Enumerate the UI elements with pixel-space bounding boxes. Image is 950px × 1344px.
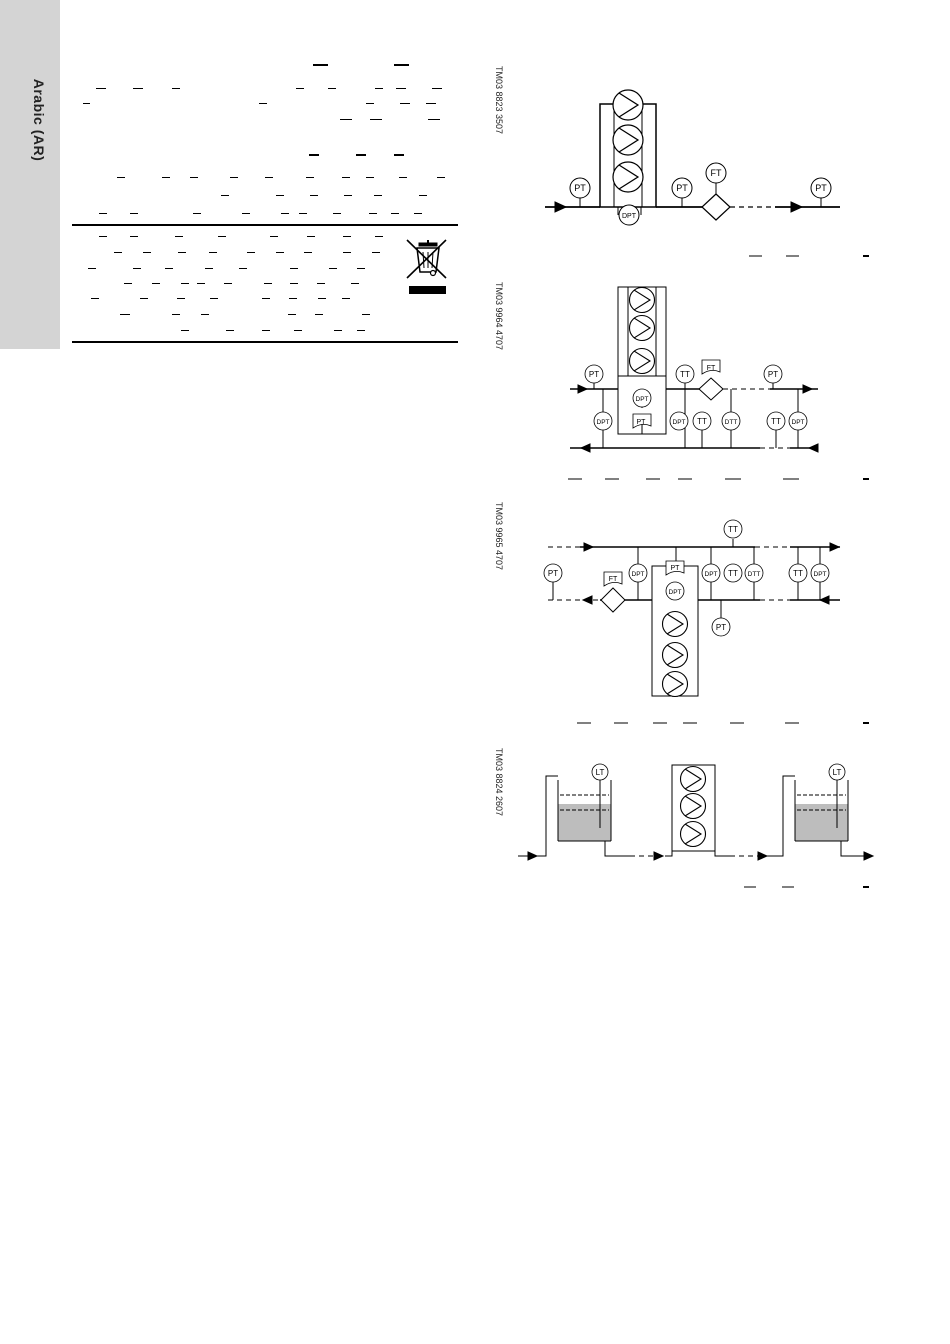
svg-text:FT: FT [608,576,618,583]
svg-text:TT: TT [697,417,707,426]
svg-text:DPT: DPT [704,571,718,578]
ft-label: FT [710,168,722,178]
dpt-label: DPT [622,213,636,220]
figure-code-4: TM03 8824 2607 [494,748,504,817]
svg-text:TT: TT [771,417,781,426]
pt-label: PT [815,183,827,193]
lt-label: LT [595,768,605,777]
svg-text:DPT: DPT [631,571,645,578]
figure-2-labels [589,365,805,426]
crossed-out-wheelie-bin-icon [407,240,446,294]
svg-text:DPT: DPT [635,396,649,403]
lt-label: LT [832,768,842,777]
svg-text:TT: TT [680,370,690,379]
figure-1-booster-diagram [545,90,840,220]
pt-label: PT [676,183,688,193]
figure-1-instruments [570,163,831,225]
svg-text:PT: PT [547,569,559,578]
svg-text:PT: PT [588,370,600,379]
svg-text:PT: PT [715,623,727,632]
pt-label: PT [574,183,586,193]
figure-code-3: TM03 9965 4707 [494,502,504,571]
figure-3-labels [548,525,827,632]
svg-text:DTT: DTT [747,571,761,578]
language-tab-label: Arabic (AR) [31,78,47,162]
svg-text:PT: PT [636,419,646,426]
svg-text:DPT: DPT [596,419,610,426]
svg-text:TT: TT [728,525,738,534]
svg-text:DPT: DPT [813,571,827,578]
figure-4-tank-transfer-diagram [518,765,873,860]
svg-text:TT: TT [793,569,803,578]
svg-text:TT: TT [728,569,738,578]
svg-text:PT: PT [767,370,779,379]
figure-3-heating-diagram [548,539,840,697]
svg-text:DPT: DPT [668,589,682,596]
figure-code-2: TM03 9964 4707 [494,282,504,351]
svg-text:PT: PT [670,565,680,572]
svg-text:DTT: DTT [724,419,738,426]
svg-text:FT: FT [706,365,716,372]
figure-code-1: TM03 8823 3507 [494,66,504,135]
figure-4-instruments [592,764,845,780]
svg-text:DPT: DPT [672,419,686,426]
svg-text:DPT: DPT [791,419,805,426]
